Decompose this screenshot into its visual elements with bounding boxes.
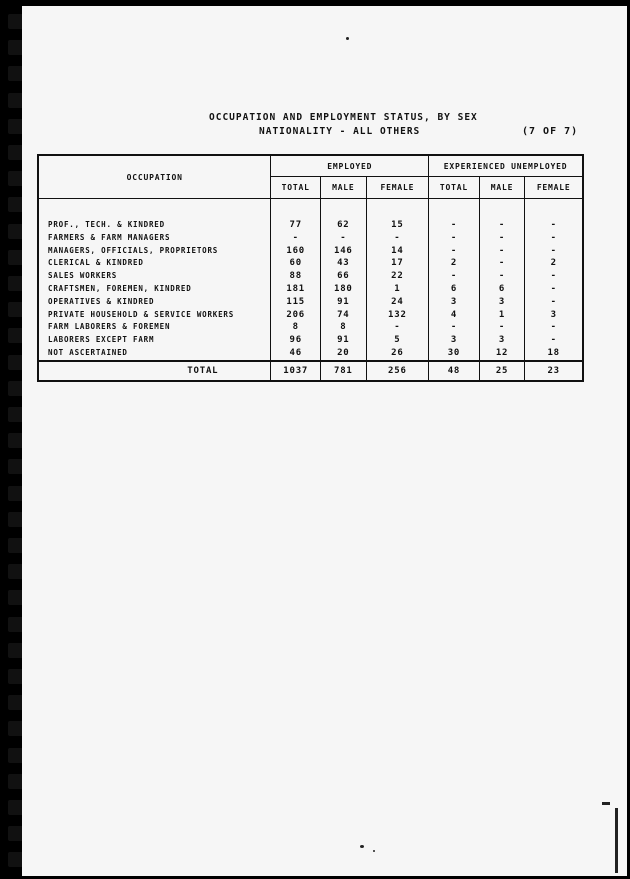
- occupation-label: PROF., TECH. & KINDRED: [38, 219, 271, 232]
- value-cell: 91: [321, 296, 367, 309]
- value-cell: 26: [366, 347, 429, 361]
- value-cell: -: [321, 232, 367, 245]
- col-unemployed-total: TOTAL: [429, 177, 480, 199]
- value-cell: 77: [271, 219, 321, 232]
- value-cell: 91: [321, 334, 367, 347]
- value-cell: 4: [429, 309, 480, 322]
- value-cell: 3: [479, 296, 525, 309]
- value-cell: -: [525, 296, 583, 309]
- value-cell: 180: [321, 283, 367, 296]
- value-cell: 24: [366, 296, 429, 309]
- value-cell: 8: [321, 321, 367, 334]
- occupation-label: FARM LABORERS & FOREMEN: [38, 321, 271, 334]
- col-employed-male: MALE: [321, 177, 367, 199]
- value-cell: -: [429, 219, 480, 232]
- value-cell: -: [525, 245, 583, 258]
- table-row: [38, 347, 583, 361]
- value-cell: 2: [525, 257, 583, 270]
- value-cell: 115: [271, 296, 321, 309]
- occupation-label: FARMERS & FARM MANAGERS: [38, 232, 271, 245]
- value-cell: 6: [429, 283, 480, 296]
- value-cell: -: [479, 321, 525, 334]
- value-cell: -: [271, 232, 321, 245]
- total-cell: 23: [525, 361, 583, 381]
- value-cell: 8: [271, 321, 321, 334]
- total-cell: 1037: [271, 361, 321, 381]
- occupation-label: MANAGERS, OFFICIALS, PROPRIETORS: [38, 245, 271, 258]
- page-indicator: (7 OF 7): [522, 126, 579, 137]
- table-row: [38, 257, 583, 270]
- value-cell: 3: [429, 334, 480, 347]
- value-cell: -: [429, 232, 480, 245]
- occupation-label: SALES WORKERS: [38, 270, 271, 283]
- value-cell: 6: [479, 283, 525, 296]
- value-cell: 12: [479, 347, 525, 361]
- value-cell: 1: [479, 309, 525, 322]
- value-cell: 3: [429, 296, 480, 309]
- occupation-table: [37, 154, 584, 382]
- value-cell: 3: [525, 309, 583, 322]
- unemployed-group-header: EXPERIENCED UNEMPLOYED: [429, 155, 583, 177]
- col-unemployed-female: FEMALE: [525, 177, 583, 199]
- value-cell: 17: [366, 257, 429, 270]
- value-cell: -: [525, 283, 583, 296]
- value-cell: -: [429, 245, 480, 258]
- speck: [373, 850, 375, 852]
- value-cell: 18: [525, 347, 583, 361]
- occupation-label: LABORERS EXCEPT FARM: [38, 334, 271, 347]
- table-row: [38, 219, 583, 232]
- total-cell: 25: [479, 361, 525, 381]
- page-edge-mark: [615, 808, 618, 873]
- value-cell: 88: [271, 270, 321, 283]
- value-cell: 14: [366, 245, 429, 258]
- table-row: [38, 283, 583, 296]
- value-cell: -: [525, 321, 583, 334]
- table-row: [38, 296, 583, 309]
- value-cell: -: [479, 219, 525, 232]
- value-cell: 5: [366, 334, 429, 347]
- report-title: OCCUPATION AND EMPLOYMENT STATUS, BY SEX: [209, 112, 478, 123]
- occupation-label: CLERICAL & KINDRED: [38, 257, 271, 270]
- value-cell: 66: [321, 270, 367, 283]
- speck: [346, 37, 349, 40]
- occupation-column-header: OCCUPATION: [38, 155, 271, 199]
- value-cell: 132: [366, 309, 429, 322]
- value-cell: -: [525, 270, 583, 283]
- total-row: [38, 361, 583, 381]
- value-cell: -: [525, 334, 583, 347]
- value-cell: 60: [271, 257, 321, 270]
- value-cell: 43: [321, 257, 367, 270]
- speck: [360, 845, 364, 848]
- value-cell: 96: [271, 334, 321, 347]
- total-cell: 781: [321, 361, 367, 381]
- value-cell: 74: [321, 309, 367, 322]
- total-cell: 256: [366, 361, 429, 381]
- value-cell: -: [366, 232, 429, 245]
- value-cell: 3: [479, 334, 525, 347]
- value-cell: 160: [271, 245, 321, 258]
- value-cell: -: [479, 257, 525, 270]
- report-subtitle: NATIONALITY - ALL OTHERS: [259, 126, 421, 137]
- value-cell: 1: [366, 283, 429, 296]
- value-cell: -: [479, 245, 525, 258]
- value-cell: 20: [321, 347, 367, 361]
- value-cell: 15: [366, 219, 429, 232]
- occupation-label: NOT ASCERTAINED: [38, 347, 271, 361]
- value-cell: -: [429, 321, 480, 334]
- table-row: [38, 334, 583, 347]
- value-cell: -: [479, 232, 525, 245]
- value-cell: 2: [429, 257, 480, 270]
- value-cell: -: [429, 270, 480, 283]
- value-cell: 181: [271, 283, 321, 296]
- total-cell: 48: [429, 361, 480, 381]
- value-cell: 62: [321, 219, 367, 232]
- col-employed-total: TOTAL: [271, 177, 321, 199]
- value-cell: 46: [271, 347, 321, 361]
- value-cell: -: [525, 219, 583, 232]
- table-row: [38, 309, 583, 322]
- table-row: [38, 232, 583, 245]
- col-unemployed-male: MALE: [479, 177, 525, 199]
- page-edge-mark: [602, 802, 610, 805]
- col-employed-female: FEMALE: [366, 177, 429, 199]
- total-label: TOTAL: [38, 361, 271, 381]
- value-cell: 22: [366, 270, 429, 283]
- occupation-label: PRIVATE HOUSEHOLD & SERVICE WORKERS: [38, 309, 271, 322]
- value-cell: -: [366, 321, 429, 334]
- value-cell: 30: [429, 347, 480, 361]
- table-row: [38, 270, 583, 283]
- employed-group-header: EMPLOYED: [271, 155, 429, 177]
- value-cell: 206: [271, 309, 321, 322]
- value-cell: 146: [321, 245, 367, 258]
- occupation-label: CRAFTSMEN, FOREMEN, KINDRED: [38, 283, 271, 296]
- value-cell: -: [479, 270, 525, 283]
- table-row: [38, 245, 583, 258]
- occupation-label: OPERATIVES & KINDRED: [38, 296, 271, 309]
- value-cell: -: [525, 232, 583, 245]
- table-row: [38, 321, 583, 334]
